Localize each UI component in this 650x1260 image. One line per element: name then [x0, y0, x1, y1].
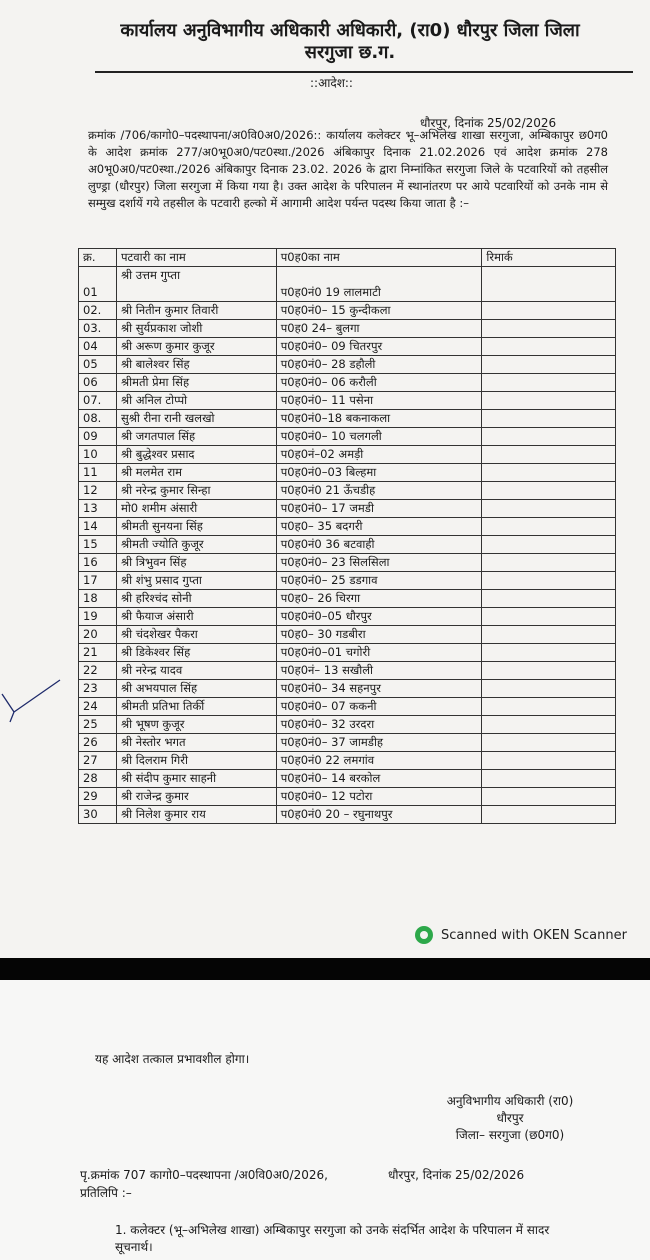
cell-serial: 07. [79, 392, 117, 410]
table-row [79, 680, 616, 698]
table-row [79, 267, 616, 302]
cell-serial: 10 [79, 446, 117, 464]
cell-remark [482, 536, 616, 554]
cell-patwari-name: श्री चंदशेखर पैकरा [116, 626, 276, 644]
cell-serial: 23 [79, 680, 117, 698]
cell-serial: 04 [79, 338, 117, 356]
cell-serial: 19 [79, 608, 117, 626]
cell-patwari-name: मो0 शमीम अंसारी [116, 500, 276, 518]
table-row [79, 716, 616, 734]
cell-remark [482, 320, 616, 338]
cell-halka-name: प0ह0नं0– 17 जमडी [276, 500, 482, 518]
cell-halka-name: प0ह0– 30 गडबीरा [276, 626, 482, 644]
header-rule [95, 71, 633, 73]
table-row [79, 788, 616, 806]
cell-remark [482, 716, 616, 734]
cell-halka-name: प0ह0नं0 22 लमगांव [276, 752, 482, 770]
table-row [79, 626, 616, 644]
cell-patwari-name: श्री जगतपाल सिंह [116, 428, 276, 446]
cell-halka-name: प0ह0नं0– 06 करौली [276, 374, 482, 392]
cell-remark [482, 608, 616, 626]
cell-patwari-name: श्री डिकेश्वर सिंह [116, 644, 276, 662]
cell-halka-name: प0ह0नं0 20 – रघुनाथपुर [276, 806, 482, 824]
cell-halka-name: प0ह0नं0– 28 डहौली [276, 356, 482, 374]
cell-serial: 20 [79, 626, 117, 644]
table-row [79, 734, 616, 752]
table-row [79, 338, 616, 356]
cell-halka-name: प0ह0नं0 36 बटवाही [276, 536, 482, 554]
patwari-table [78, 248, 616, 824]
cell-serial: 02. [79, 302, 117, 320]
signature-place: धौरपुर [496, 1111, 524, 1125]
office-title: कार्यालय अनुविभागीय अधिकारी अधिकारी, (रा0) धौरपुर जिला जिला सरगुजा छ.ग. [120, 20, 580, 63]
signature-block [420, 1093, 600, 1144]
cell-serial: 22 [79, 662, 117, 680]
cell-serial: 29 [79, 788, 117, 806]
cell-halka-name: प0ह0नं0– 25 डडगाव [276, 572, 482, 590]
cell-remark [482, 392, 616, 410]
cell-serial: 11 [79, 464, 117, 482]
cell-patwari-name: श्रीमती ज्योति कुजूर [116, 536, 276, 554]
cell-patwari-name: श्री संदीप कुमार साहनी [116, 770, 276, 788]
cell-patwari-name: श्री नेस्तोर भगत [116, 734, 276, 752]
cell-serial: 05 [79, 356, 117, 374]
table-row [79, 356, 616, 374]
cell-serial: 08. [79, 410, 117, 428]
scanner-watermark [415, 926, 627, 944]
cell-patwari-name: सुश्री रीना रानी खलखो [116, 410, 276, 428]
cell-halka-name: प0ह0नं0– 34 सहनपुर [276, 680, 482, 698]
cell-remark [482, 464, 616, 482]
cell-patwari-name: श्री हरिश्चंद सोनी [116, 590, 276, 608]
table-row [79, 698, 616, 716]
copy-reference-number: पृ.क्रमांक 707 कागो0–पदस्थापना /अ0वि0अ0/2026, [80, 1168, 328, 1182]
cell-serial: 09 [79, 428, 117, 446]
header-serial: क्र. [79, 249, 117, 267]
signature-designation: अनुविभागीय अधिकारी (रा0) [446, 1094, 574, 1108]
cell-halka-name: प0ह0 24– बुलगा [276, 320, 482, 338]
cell-halka-name: प0ह0नं0 19 लालमाटी [276, 267, 482, 302]
cell-serial: 15 [79, 536, 117, 554]
cell-patwari-name: श्री अनिल टोप्पो [116, 392, 276, 410]
cell-halka-name: प0ह0नं0– 23 सिलसिला [276, 554, 482, 572]
table-row [79, 590, 616, 608]
cell-remark [482, 644, 616, 662]
cell-halka-name: प0ह0नं0–03 बिल्हमा [276, 464, 482, 482]
cell-remark [482, 338, 616, 356]
table-row [79, 374, 616, 392]
table-row [79, 410, 616, 428]
cell-remark [482, 446, 616, 464]
cell-halka-name: प0ह0नं0 21 ऊँचडीह [276, 482, 482, 500]
table-row [79, 536, 616, 554]
cell-remark [482, 267, 616, 302]
cell-patwari-name: श्री नरेन्द्र कुमार सिन्हा [116, 482, 276, 500]
header-remark: रिमार्क [482, 249, 616, 267]
table-row [79, 644, 616, 662]
cell-patwari-name: श्री दिलराम गिरी [116, 752, 276, 770]
cell-patwari-name: श्रीमती प्रतिभा तिर्की [116, 698, 276, 716]
cell-patwari-name: श्रीमती सुनयना सिंह [116, 518, 276, 536]
cell-halka-name: प0ह0नं0– 09 चितरपुर [276, 338, 482, 356]
cell-remark [482, 590, 616, 608]
cell-remark [482, 554, 616, 572]
cell-remark [482, 410, 616, 428]
signature-district: जिला– सरगुजा (छ0ग0) [455, 1128, 565, 1142]
copy-label: प्रतिलिपि :– [80, 1186, 132, 1200]
cell-serial: 21 [79, 644, 117, 662]
header-halka-name: प0ह0का नाम [276, 249, 482, 267]
cell-patwari-name: श्री नितीन कुमार तिवारी [116, 302, 276, 320]
cell-remark [482, 500, 616, 518]
cell-serial: 01 [79, 267, 117, 302]
table-row [79, 518, 616, 536]
cell-patwari-name: श्री फैयाज अंसारी [116, 608, 276, 626]
table-row [79, 554, 616, 572]
cell-halka-name: प0ह0नं0–01 चगोरी [276, 644, 482, 662]
table-row [79, 320, 616, 338]
cell-serial: 03. [79, 320, 117, 338]
cell-patwari-name: श्री अभयपाल सिंह [116, 680, 276, 698]
table-row [79, 572, 616, 590]
table-row [79, 662, 616, 680]
cell-patwari-name: श्री नरेन्द्र यादव [116, 662, 276, 680]
cell-serial: 27 [79, 752, 117, 770]
cell-remark [482, 572, 616, 590]
cell-serial: 18 [79, 590, 117, 608]
cell-remark [482, 374, 616, 392]
table-row [79, 482, 616, 500]
cell-patwari-name: श्री निलेश कुमार राय [116, 806, 276, 824]
cell-patwari-name: श्री बुद्धेश्वर प्रसाद [116, 446, 276, 464]
cell-serial: 16 [79, 554, 117, 572]
cell-patwari-name: श्री भूषण कुजूर [116, 716, 276, 734]
cell-serial: 28 [79, 770, 117, 788]
cell-remark [482, 752, 616, 770]
cell-halka-name: प0ह0नं0– 37 जामडीह [276, 734, 482, 752]
cell-halka-name: प0ह0नं0–05 धौरपुर [276, 608, 482, 626]
cell-halka-name: प0ह0नं– 13 सखौली [276, 662, 482, 680]
cell-halka-name: प0ह0नं0– 11 पसेना [276, 392, 482, 410]
cell-remark [482, 626, 616, 644]
cell-halka-name: प0ह0नं0–18 बकनाकला [276, 410, 482, 428]
cell-remark [482, 662, 616, 680]
cell-patwari-name: श्रीमती प्रेमा सिंह [116, 374, 276, 392]
cell-remark [482, 482, 616, 500]
cell-remark [482, 680, 616, 698]
effect-statement: यह आदेश तत्काल प्रभावशील होगा। [95, 1052, 250, 1066]
cell-patwari-name: श्री अरूण कुमार कुजूर [116, 338, 276, 356]
table-row [79, 806, 616, 824]
table-row [79, 302, 616, 320]
cell-patwari-name: श्री उत्तम गुप्ता [116, 267, 276, 302]
copy-item-1: 1. कलेक्टर (भू–अभिलेख शाखा) अम्बिकापुर सरगुजा को उनके संदर्भित आदेश के परिपालन में सादर सूचनार्थ। [115, 1223, 550, 1254]
table-body [79, 267, 616, 824]
cell-serial: 12 [79, 482, 117, 500]
table-row [79, 392, 616, 410]
cell-serial: 14 [79, 518, 117, 536]
cell-halka-name: प0ह0नं0– 15 कुन्दीकला [276, 302, 482, 320]
pen-signature-mark [0, 668, 70, 738]
table-row [79, 500, 616, 518]
order-paragraph: क्रमांक /706/कागो0–पदस्थापना/अ0वि0अ0/2026:: कार्यालय कलेक्टर भू–अभिलेख शाखा सरगुजा, अम्बिकापुर छ0ग0 के आदेश क्रमांक 277/अ0भू0अ0/पट0स्था./2026 अंबिकापुर दिनाक 21.02.2026 एवं आदेश क्रमांक 278 अ0भू0अ0/पट0स्था./2026 अंबिकापुर दिनाक 23.02. 2026 के द्वारा निम्नांकित सरगुजा जिले के पटवारियों को तहसील लुण्ड्रा (धौरपुर) जिला सरगुजा में किया गया है। उक्त आदेश के परिपालन में स्थानांतरण पर आये पटवारियों को उनके नाम से सम्मुख दर्शायें गये तहसील के पटवारी हल्को में आगामी आदेश पर्यन्त पदस्थ किया जाता है :– [88, 128, 608, 210]
cell-remark [482, 518, 616, 536]
cell-remark [482, 788, 616, 806]
cell-remark [482, 356, 616, 374]
cell-remark [482, 428, 616, 446]
cell-remark [482, 770, 616, 788]
cell-remark [482, 302, 616, 320]
cell-patwari-name: श्री मलमेत राम [116, 464, 276, 482]
copy-reference-date: धौरपुर, दिनांक 25/02/2026 [388, 1168, 525, 1182]
cell-halka-name: प0ह0नं0– 07 ककनी [276, 698, 482, 716]
cell-patwari-name: श्री त्रिभुवन सिंह [116, 554, 276, 572]
cell-halka-name: प0ह0– 35 बदगरी [276, 518, 482, 536]
cell-remark [482, 734, 616, 752]
cell-serial: 24 [79, 698, 117, 716]
cell-remark [482, 806, 616, 824]
cell-remark [482, 698, 616, 716]
table-row [79, 752, 616, 770]
cell-patwari-name: श्री राजेन्द्र कुमार [116, 788, 276, 806]
table-row [79, 446, 616, 464]
table-header-row [79, 249, 616, 267]
cell-serial: 25 [79, 716, 117, 734]
table-row [79, 608, 616, 626]
cell-halka-name: प0ह0नं0– 10 चलगली [276, 428, 482, 446]
oken-scanner-icon [415, 926, 433, 944]
order-date: धौरपुर, दिनांक 25/02/2026 [420, 116, 557, 130]
cell-patwari-name: श्री सुर्यप्रकाश जोशी [116, 320, 276, 338]
cell-halka-name: प0ह0नं0– 12 पटोरा [276, 788, 482, 806]
scanner-watermark-text: Scanned with OKEN Scanner [441, 927, 627, 943]
cell-serial: 06 [79, 374, 117, 392]
table-row [79, 428, 616, 446]
cell-halka-name: प0ह0– 26 चिरगा [276, 590, 482, 608]
cell-serial: 13 [79, 500, 117, 518]
cell-serial: 26 [79, 734, 117, 752]
cell-halka-name: प0ह0नं0– 14 बरकोल [276, 770, 482, 788]
cell-serial: 17 [79, 572, 117, 590]
table-row [79, 770, 616, 788]
cell-halka-name: प0ह0नं0– 32 उरदरा [276, 716, 482, 734]
table-row [79, 464, 616, 482]
header-patwari-name: पटवारी का नाम [116, 249, 276, 267]
cell-halka-name: प0ह0नं–02 अमड़ी [276, 446, 482, 464]
cell-patwari-name: श्री बालेश्वर सिंह [116, 356, 276, 374]
cell-serial: 30 [79, 806, 117, 824]
order-heading: ::आदेश:: [310, 76, 353, 90]
cell-patwari-name: श्री शंभु प्रसाद गुप्ता [116, 572, 276, 590]
page-separator [0, 958, 650, 980]
